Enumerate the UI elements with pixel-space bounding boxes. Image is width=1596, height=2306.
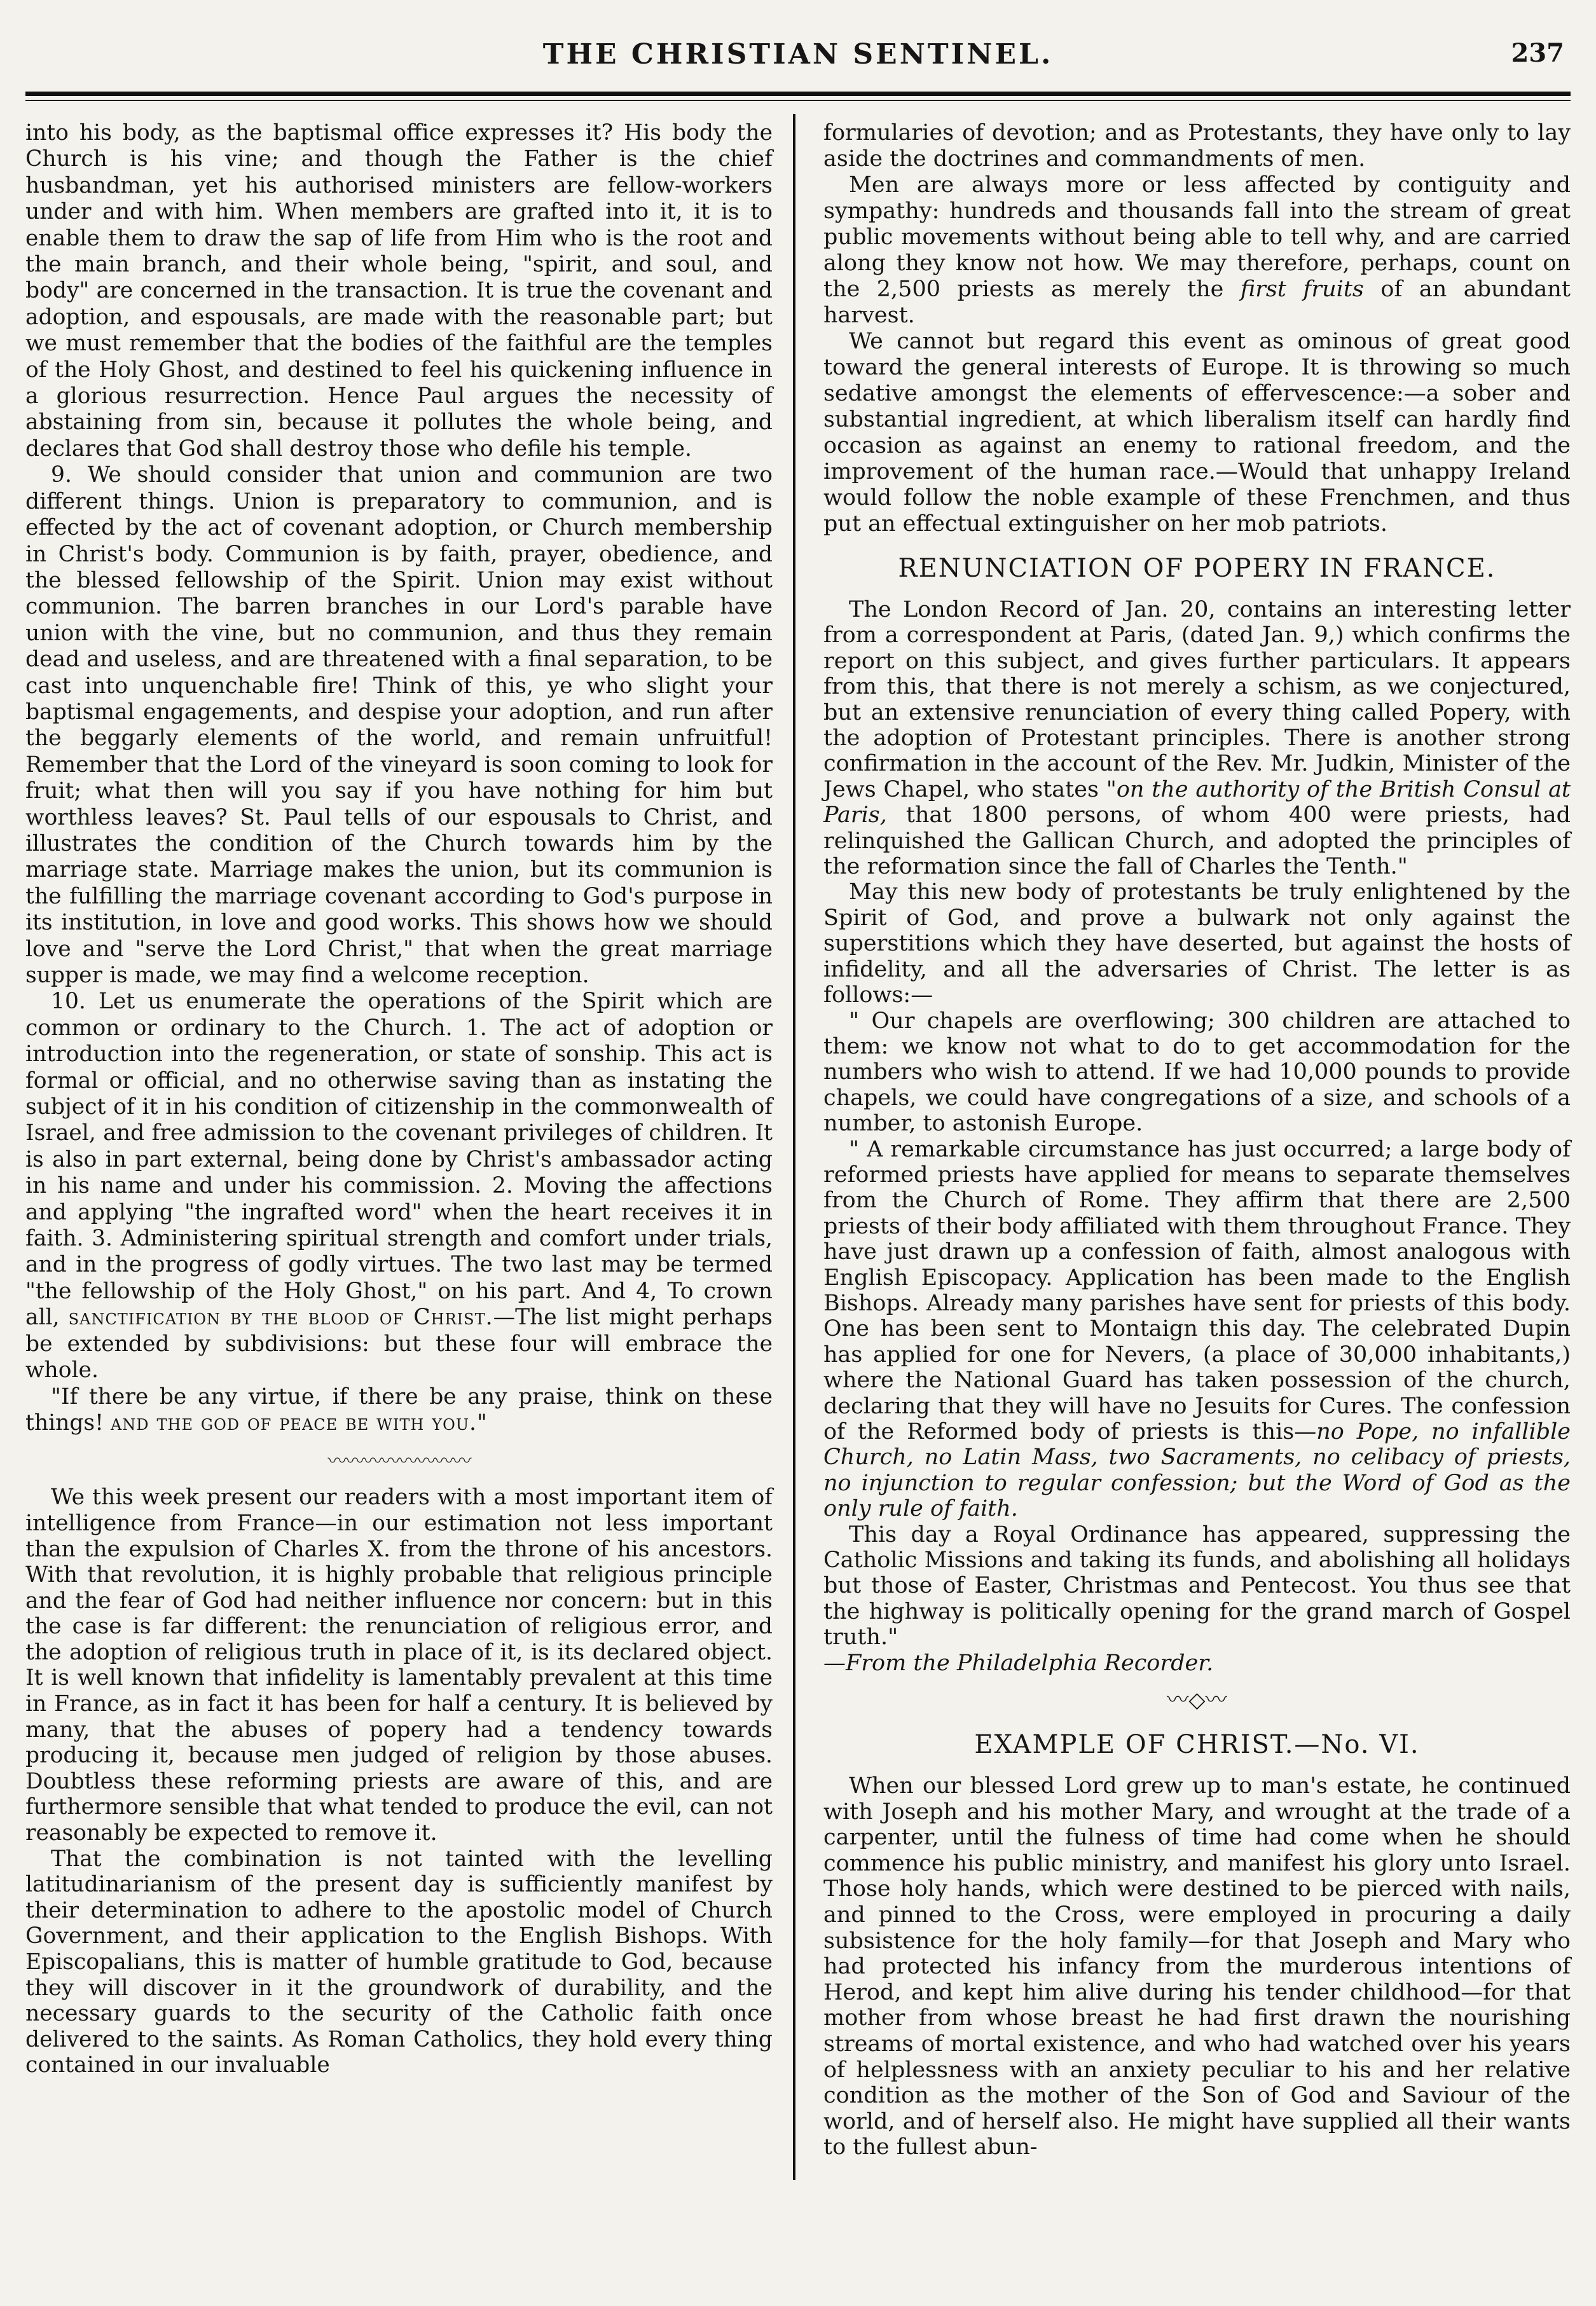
left-paragraph-4 <box>25 1384 773 1437</box>
section-separator: 〰〰〰〰〰〰〰〰 <box>327 1450 471 1473</box>
header-rule-thick <box>25 92 1571 96</box>
left-paragraph-3-end: —The list might perhaps be extended by subdivisions: but these four will embrace the whole. <box>25 1305 773 1383</box>
left-paragraph-6: That the combination is not tainted with the levelling latitudinarianism of the present day is sufficiently manifest by their determination to adhere to the apostolic model of Church Government, and their application to the English Bishops. With Episcopalians, this is matter of humble gratitude to God, because they will discover in it the groundwork of durability, and the necessary guards to the security of the Catholic faith once delivered to the saints. As Roman Catholics, they hold every thing contained in our invaluable <box>25 1846 773 2078</box>
header-rule-thin <box>25 100 1571 101</box>
right-paragraph-2-end: of an abundant harvest. <box>823 277 1571 328</box>
left-paragraph-3-text: 10. Let us enumerate the operations of the Spirit which are common or ordinary to the Church. 1. The act of adoption or introduction into the regeneration, or state of sonship. This act is formal or official, and no otherwise saving than as instating the subject of it in his condition of citizenship in the commonwealth of Israel, and free admission to the covenant privileges of children. It is also in part external, being done by Christ's ambassador acting in his name and under his commission. 2. Moving the affections and applying "the ingrafted word" when the heart receives it in faith. 3. Administering spiritual strength and comfort under trials, and in the progress of godly virtues. The two last may be termed "the fellowship of the Holy Ghost," on his part. And 4, To crown all, <box>25 989 773 1331</box>
right-paragraph-2 <box>823 172 1571 329</box>
right-paragraph-7-italic: no Pope, no infallible Church, no Latin Mass, two Sacraments, no celibacy of priests, no injunction to regular confession; but the Word of God as the only rule of faith. <box>823 1419 1571 1522</box>
left-paragraph-4-text: "If there be any virtue, if there be any praise, think on these things! <box>25 1383 773 1436</box>
left-editorial <box>25 1485 773 2078</box>
heading-example-of-christ: EXAMPLE OF CHRIST.—No. VI. <box>974 1730 1420 1760</box>
left-paragraph-2: 9. We should consider that union and communion are two different things. Union is preparatory to communion, and is effected by the act of covenant adoption, or Church membership in Christ's body. Communion is by faith, prayer, obedience, and the blessed fellowship of the Spirit. Union may exist without communion. The barren branches in our Lord's parable have union with the vine, but no communion, and thus they remain dead and useless, and are threatened with a final separation, to be cast into unquenchable fire! Think of this, ye who slight your baptismal engagements, and despise your adoption, and run after the beggarly elements of the world, and remain unfruitful! Remember that the Lord of the vineyard is soon coming to look for fruit; what then will you say if you have nothing for him but worthless leaves? St. Paul tells of our espousals to Christ, and illustrates the condition of the Church towards him by the marriage state. Marriage makes the union, but its communion is the fulfilling the marriage covenant according to God's purpose in its institution, in love and good works. This shows how we should love and "serve the Lord Christ," that when the great marriage supper is made, we may find a welcome reception. <box>25 462 773 988</box>
right-paragraph-1: formularies of devotion; and as Protestants, they have only to lay aside the doctrines and commandments of men. <box>823 120 1571 172</box>
left-paragraph-4-end: " <box>477 1410 487 1436</box>
right-paragraph-7-text: " A remarkable circumstance has just occurred; a large body of reformed priests have applied for means to separate themselves from the Church of Rome. They affirm that there are 2,500 priests of their body affiliated with them throughout France. They have just drawn up a confession of faith, almost analogous with English Episcopacy. Application has been made to the English Bishops. Already many parishes have sent for priests of this body. One has been sent to Montaign this day. The celebrated Dupin has applied for one for Nevers, (a place of 30,000 inhabitants,) where the National Guard has taken possession of the church, declaring that they will have no Jesuits for Cures. The confession of the Reformed body of priests is this— <box>823 1136 1571 1445</box>
left-paragraph-3-smallcaps: sanctification by the blood of Christ. <box>68 1305 493 1331</box>
right-column <box>823 120 1571 2160</box>
right-paragraph-5: May this new body of protestants be truly enlightened by the Spirit of God, and prove a bulwark not only against the superstitions which they have deserted, but against the hosts of infidelity, and all the adversaries of Christ. The letter is as follows:— <box>823 879 1571 1008</box>
right-paragraph-7 <box>823 1137 1571 1522</box>
masthead <box>25 38 1571 83</box>
right-paragraph-2-text: Men are always more or less affected by contiguity and sympathy: hundreds and thousands fall into the stream of great public movements without being able to tell why, and are carried along they know not how. We may therefore, perhaps, count on the 2,500 priests as merely the <box>823 172 1571 302</box>
right-paragraph-8-source: —From the Philadelphia Recorder. <box>823 1650 1214 1676</box>
right-paragraph-4-end: that 1800 persons, of whom 400 were priests, had relinquished the Gallican Church, and adopted the principles of the reformation since the fall of Charles the Tenth." <box>823 802 1571 880</box>
column-divider <box>793 114 795 2180</box>
page-number: 237 <box>1511 38 1564 68</box>
left-paragraph-4-smallcaps: and the god of peace be with you. <box>110 1410 478 1436</box>
right-paragraph-4 <box>823 597 1571 879</box>
left-paragraph-3 <box>25 989 773 1383</box>
right-paragraph-4-text: The London Record of Jan. 20, contains an interesting letter from a correspondent at Paris, (dated Jan. 9,) which confirms the report on this subject, and gives further particulars. It appears from this, that there is not merely a schism, as we conjectured, but an extensive renunciation of every thing called Popery, with the adoption of Protestant principles. There is another strong confirmation in the account of the Rev. Mr. Judkin, Minister of the Jews Chapel, who states " <box>823 597 1571 802</box>
right-article-example <box>823 1773 1571 2160</box>
right-paragraph-6: " Our chapels are overflowing; 300 children are attached to them: we know not what to do to get accommodation for the numbers who wish to attend. If we had 10,000 pounds to provide chapels, we could have congregations of a size, and schools of a number, to astonish Europe. <box>823 1008 1571 1137</box>
right-paragraph-2-italic: first fruits <box>1240 277 1364 302</box>
right-paragraph-9: When our blessed Lord grew up to man's estate, he continued with Joseph and his mother Mary, and wrought at the trade of a carpenter, until the fulness of time had come when he should commence his public ministry, and manifest his glory unto Israel. Those holy hands, which were destined to be pierced with nails, and pinned to the Cross, were employed in procuring a daily subsistence for the holy family—for that Joseph and Mary who had protected his infancy from the murderous intentions of Herod, and kept him alive during his tender childhood—for that mother from whose breast he had first drawn the nourishing streams of mortal existence, and who had watched over his years of helplessness with an anxiety peculiar to his and her relative condition as the mother of the Son of God and Saviour of the world, and of herself also. He might have supplied all their wants to the fullest abun- <box>823 1773 1571 2160</box>
right-article-renunciation <box>823 597 1571 1676</box>
columns <box>25 120 1571 2160</box>
right-paragraph-4-italic: on the authority of the British Consul at Paris, <box>823 776 1571 828</box>
left-column <box>25 120 773 2160</box>
heading-renunciation: RENUNCIATION OF POPERY IN FRANCE. <box>898 554 1496 583</box>
right-paragraph-3: We cannot but regard this event as ominous of great good toward the general interests of Europe. It is throwing so much sedative amongst the elements of effervescence:—a sober and substantial ingredient, at which liberalism itself can hardly find occasion as against an enemy to rational freedom, and the improvement of the human race.—Would that unhappy Ireland would follow the noble example of these Frenchmen, and thus put an effectual extinguisher on her mob patriots. <box>823 329 1571 537</box>
right-paragraph-8 <box>823 1522 1571 1676</box>
right-paragraph-8-text: This day a Royal Ordinance has appeared, suppressing the Catholic Missions and taking its funds, and abolishing all holidays but those of Easter, Christmas and Pentecost. You thus see that the highway is politically opening for the grand march of Gospel truth." <box>823 1521 1571 1651</box>
page-title: THE CHRISTIAN SENTINEL. <box>542 38 1054 71</box>
left-paragraph-5: We this week present our readers with a most important item of intelligence from France—in our estimation not less important than the expulsion of Charles X. from the throne of his ancestors. With that revolution, it is highly probable that religious principle and the fear of God had neither influence nor concern: but in this the case is far different: the renunciation of religious error, and the adoption of religious truth in place of it, is its declared object. It is well known that infidelity is lamentably prevalent at this time in France, as in fact it has been for half a century. It is believed by many, that the abuses of popery had a tendency towards producing it, because men judged of religion by those abuses. Doubtless these reforming priests are aware of this, and are furthermore sensible that what tended to produce the evil, can not reasonably be expected to remove it. <box>25 1485 773 1846</box>
section-ornament: 〰◇〰 <box>1167 1687 1227 1713</box>
left-paragraph-1: into his body, as the baptismal office expresses it? His body the Church is his vine; and though the Father is the chief husbandman, yet his authorised ministers are fellow-workers under and with him. When members are grafted into it, it is to enable them to draw the sap of life from Him who is the root and the main branch, and their whole being, "spirit, and soul, and body" are concerned in the transaction. It is true the covenant and adoption, and espousals, are made with the reasonable part; but we must remember that the bodies of the faithful are the temples of the Holy Ghost, and destined to feel his quickening influence in a glorious resurrection. Hence Paul argues the necessity of abstaining from sin, because it pollutes the whole being, and declares that God shall destroy those who defile his temple. <box>25 120 773 462</box>
